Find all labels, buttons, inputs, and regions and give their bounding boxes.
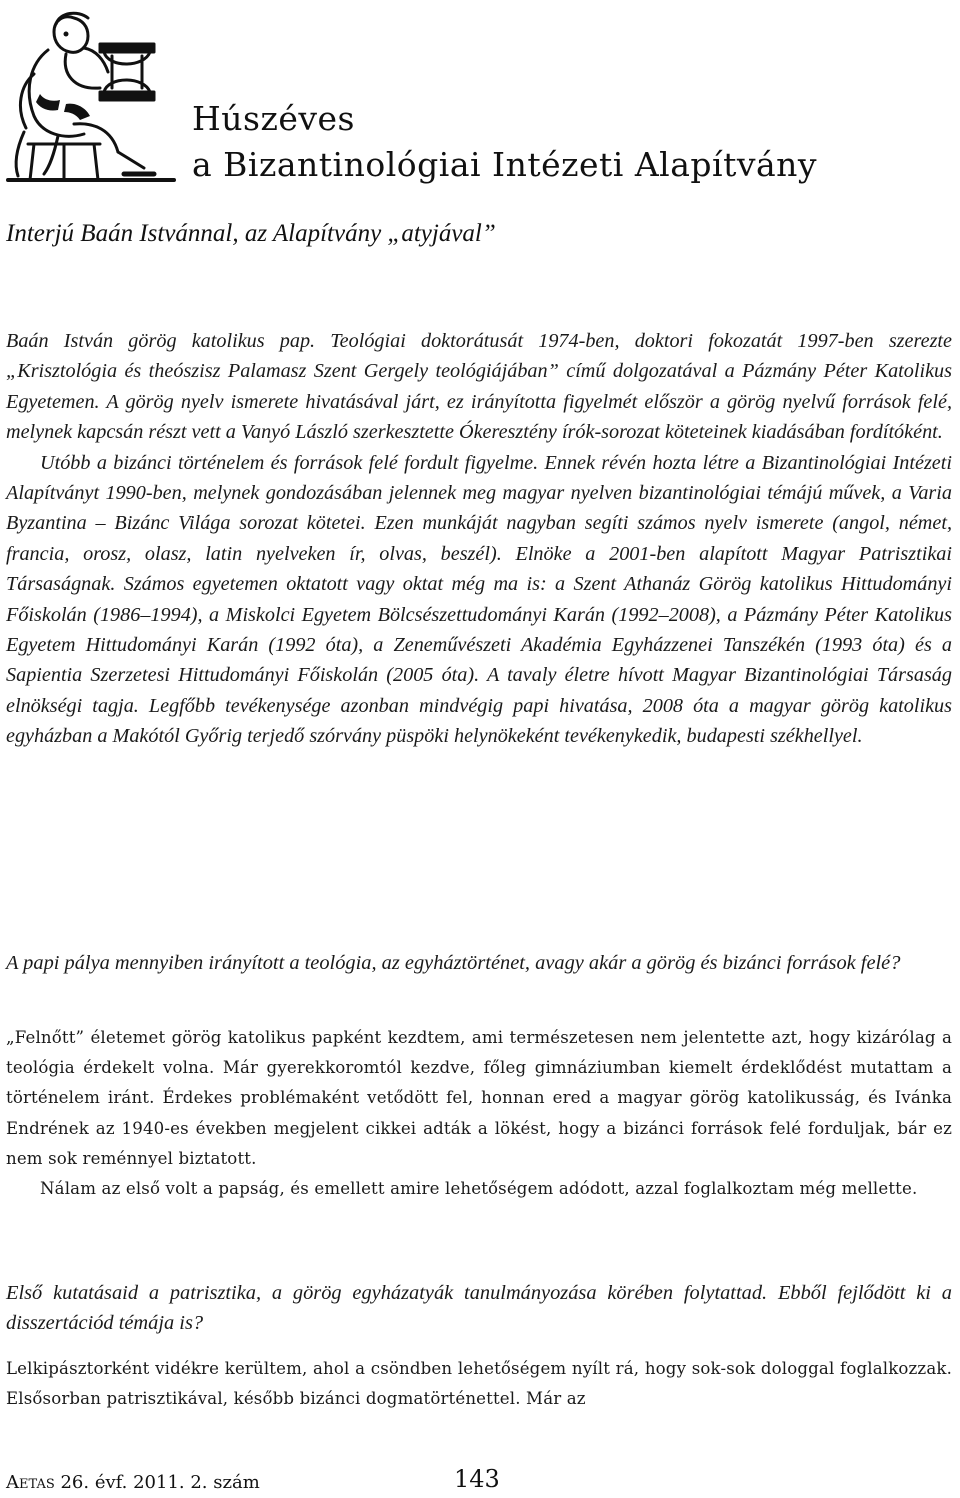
page-number: 143: [454, 1465, 500, 1493]
article-title-line-1: Húszéves: [192, 99, 355, 138]
article-title-line-2: a Bizantinológiai Intézeti Alapítvány: [192, 145, 818, 184]
interview-question-1: A papi pálya mennyiben irányított a teológia, az egyháztörténet, avagy akár a görög és bizánci források felé?: [6, 952, 901, 974]
article-title: [192, 96, 817, 188]
article-subtitle: Interjú Baán Istvánnal, az Alapítvány „atyjával”: [6, 220, 496, 247]
answer-1-paragraph-2: Nálam az első volt a papság, és emellett amire lehetőségem adódott, azzal foglalkoztam még mellette.: [40, 1179, 918, 1199]
journal-logo-illustration: [4, 4, 182, 184]
page-footer: [6, 1470, 260, 1496]
bio-paragraph-1: Baán István görög katolikus pap. Teológiai doktorátusát 1974-ben, doktori fokozatát 1997-ben szerezte „Krisztológia és theószisz Palamasz Szent Gergely teológiájában” című dolgozatával a Pázmány Péter Katolikus Egyetemen. A görög nyelv ismerete hivatásával járt, ez irányította figyelmét először a görög nyelvű források felé, melynek kapcsán részt vett a Vanyó László szerkesztette Ókeresztény írók-sorozat köteteinek kiadásában fordítóként.: [6, 330, 952, 444]
answer-1-paragraph-1: „Felnőtt” életemet görög katolikus papként kezdtem, ami természetesen nem jelentette azt, hogy kizárólag a teológia érdekelt volna. Már gyerekkoromtól kezdve, főleg gimnáziumban kiemelt érdeklődést mutattam a történelem iránt. Érdekes problémaként vetődött fel, honnan ered a magyar görög katolikusság, és Ivánka Endrének az 1940-es években megjelent cikkei adták a lökést, hogy a bizánci források felé forduljak, bár ez nem sok reménnyel biztatott.: [6, 1028, 952, 1168]
answer-2-paragraph-1: Lelkipásztorként vidékre kerültem, ahol a csöndben lehetőségem nyílt rá, hogy sok-sok dologgal foglalkozzak. Elsősorban patrisztikával, később bizánci dogmatörténettel. Már az: [6, 1359, 952, 1409]
interview-answer-2: [6, 1354, 952, 1414]
bio-paragraph-2: Utóbb a bizánci történelem és források felé fordult figyelme. Ennek révén hozta létre a Bizantinológiai Intézeti Alapítványt 1990-ben, melynek gondozásában jelennek meg magyar nyelven bizantinológiai témájú művek, a Varia Byzantina – Bizánc Világa sorozat kötetei. Ezen munkáját nagyban segíti számos nyelv ismerete (angol, német, francia, orosz, olasz, latin nyelveken ír, olvas, beszél). Elnöke a 2001-ben alapított Magyar Patrisztikai Társaságnak. Számos egyetemen oktatott vagy oktat még ma is: a Szent Athanáz Görög katolikus Hittudományi Főiskolán (1986–1994), a Miskolci Egyetem Bölcsészettudományi Karán (1992–2008), a Pázmány Péter Katolikus Egyetem Hittudományi Karán (1992 óta), a Zeneművészeti Akadémia Egyházzenei Tanszékén (1993 óta) és a Sapientia Szerzetesi Hittudományi Főiskolán (2005 óta). A tavaly életre hívott Magyar Bizantinológiai Társaság elnökségi tagja. Legfőbb tevékenysége azonban mindvégig papi hivatása, 2008 óta a magyar görög katolikus egyházban a Makótól Győrig terjedő szórvány püspöki helynökeként tevékenykedik, budapesti székhellyel.: [6, 451, 952, 748]
interview-question-2: Első kutatásaid a patrisztika, a görög egyházatyák tanulmányozása körében folytattad. Ebből fejlődött ki a disszertációd témája is?: [6, 1282, 952, 1334]
interview-answer-1: [6, 1023, 952, 1204]
author-bio: [6, 326, 952, 752]
journal-name: Aetas: [6, 1472, 55, 1493]
issue-info: 26. évf. 2011. 2. szám: [54, 1472, 260, 1493]
